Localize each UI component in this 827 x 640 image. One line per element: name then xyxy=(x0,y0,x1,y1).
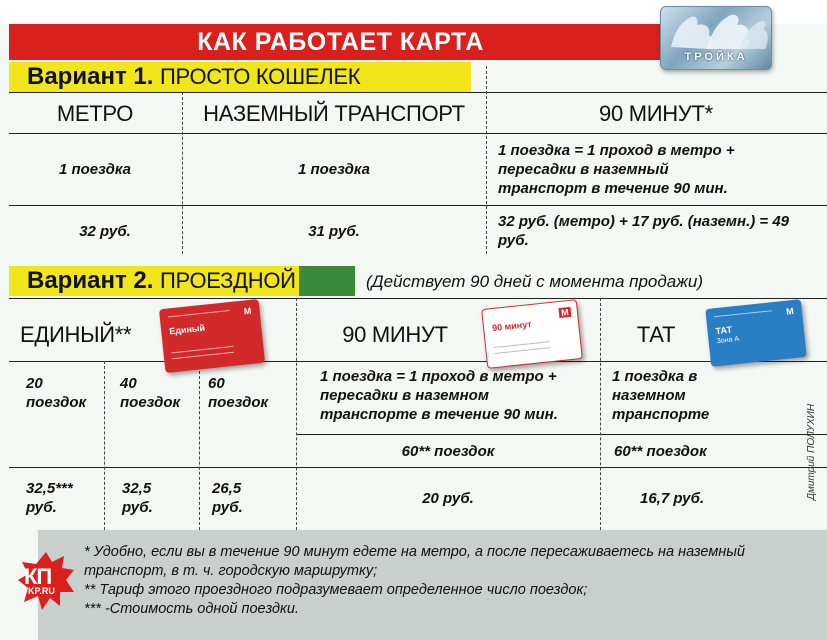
troika-card-image xyxy=(660,6,772,70)
min90-card-label: 90 минут xyxy=(491,319,533,334)
variant2-bar xyxy=(9,266,369,296)
edinyy-price-60: 26,5 руб. xyxy=(212,480,243,516)
page-title: КАК РАБОТАЕТ КАРТА xyxy=(9,24,672,60)
variant2-subtitle: ПРОЕЗДНОЙ xyxy=(160,268,296,293)
column-divider xyxy=(600,298,601,530)
variant2-col-edinyy: ЕДИНЫЙ** xyxy=(20,322,132,347)
variant1-price-metro: 32 руб. xyxy=(79,223,131,240)
variant1-trips-90min: 1 поездка = 1 проход в метро + пересадки в наземный транспорт в течение 90 мин. xyxy=(498,142,735,197)
tat-card-label: ТАТ xyxy=(715,324,733,337)
min90-card-image xyxy=(481,299,583,369)
min90-count: 60** поездок xyxy=(401,443,495,460)
footnotes-box xyxy=(38,530,827,640)
footnote-1: * Удобно, если вы в течение 90 минут едете на метро, а после пересаживаетесь на наземный транспорт, в т. ч. городскую маршрутку; xyxy=(84,544,745,579)
tat-description: 1 поездка в наземном транспорте xyxy=(612,368,710,423)
footnote-2: ** Тариф этого проездного подразумевает определенное число поездок; xyxy=(84,582,588,598)
edinyy-price-20: 32,5*** руб. xyxy=(26,480,73,516)
tat-card-zone: Зона А xyxy=(716,335,740,346)
variant1-label: Вариант 1. xyxy=(27,63,154,90)
divider xyxy=(9,467,827,468)
divider xyxy=(296,434,827,435)
variant1-subtitle: ПРОСТО КОШЕЛЕК xyxy=(160,64,361,89)
column-divider xyxy=(486,66,487,254)
column-divider xyxy=(104,361,105,530)
variant2-col-tat: ТАТ xyxy=(636,322,676,347)
column-divider xyxy=(296,298,297,530)
tat-card-image xyxy=(705,299,807,367)
variant2-label: Вариант 2. xyxy=(27,267,154,294)
variant1-col-ground: НАЗЕМНЫЙ ТРАНСПОРТ xyxy=(203,101,465,126)
troika-card-label: ТРОЙКА xyxy=(684,51,748,63)
tat-price: 16,7 руб. xyxy=(640,490,705,507)
edinyy-price-40: 32,5 руб. xyxy=(122,480,153,516)
variant1-price-ground: 31 руб. xyxy=(308,223,360,240)
tat-count: 60** поездок xyxy=(614,443,707,460)
horses-icon xyxy=(661,7,772,51)
variant1-bar xyxy=(9,62,827,92)
variant1-col-metro: МЕТРО xyxy=(56,101,134,126)
metro-logo-icon: M xyxy=(558,307,571,318)
metro-logo-icon: M xyxy=(785,305,795,317)
footnote-3: *** -Стоимость одной поездки. xyxy=(84,601,299,617)
min90-description: 1 поездка = 1 проход в метро + пересадки в наземном транспорте в течение 90 мин. xyxy=(320,368,558,423)
edinyy-trips-40: 40 поездок xyxy=(120,375,181,411)
kp-logo-main: КП xyxy=(24,564,52,589)
edinyy-trips-20: 20 поездок xyxy=(26,375,87,411)
variant2-validity: (Действует 90 дней с момента продажи) xyxy=(366,272,704,291)
metro-logo-icon: M xyxy=(243,305,252,317)
variant1-trips-ground: 1 поездка xyxy=(297,161,371,178)
variant1-col-90min: 90 МИНУТ* xyxy=(599,101,713,126)
edinyy-card-label: Единый xyxy=(168,322,206,337)
kp-logo xyxy=(16,548,76,612)
divider xyxy=(9,361,827,362)
edinyy-card-image xyxy=(159,299,265,373)
edinyy-trips-60: 60 поездок xyxy=(208,375,269,411)
column-divider xyxy=(199,361,200,530)
kp-logo-sub: KP.RU xyxy=(28,586,55,596)
divider xyxy=(9,298,827,299)
divider xyxy=(9,92,827,93)
min90-price: 20 руб. xyxy=(422,490,474,507)
variant1-price-90min: 32 руб. (метро) + 17 руб. (наземн.) = 49 руб. xyxy=(498,213,790,249)
variant1-trips-metro: 1 поездка xyxy=(58,161,132,178)
divider xyxy=(9,205,827,206)
variant2-col-90min: 90 МИНУТ xyxy=(342,322,448,347)
divider xyxy=(9,133,827,134)
